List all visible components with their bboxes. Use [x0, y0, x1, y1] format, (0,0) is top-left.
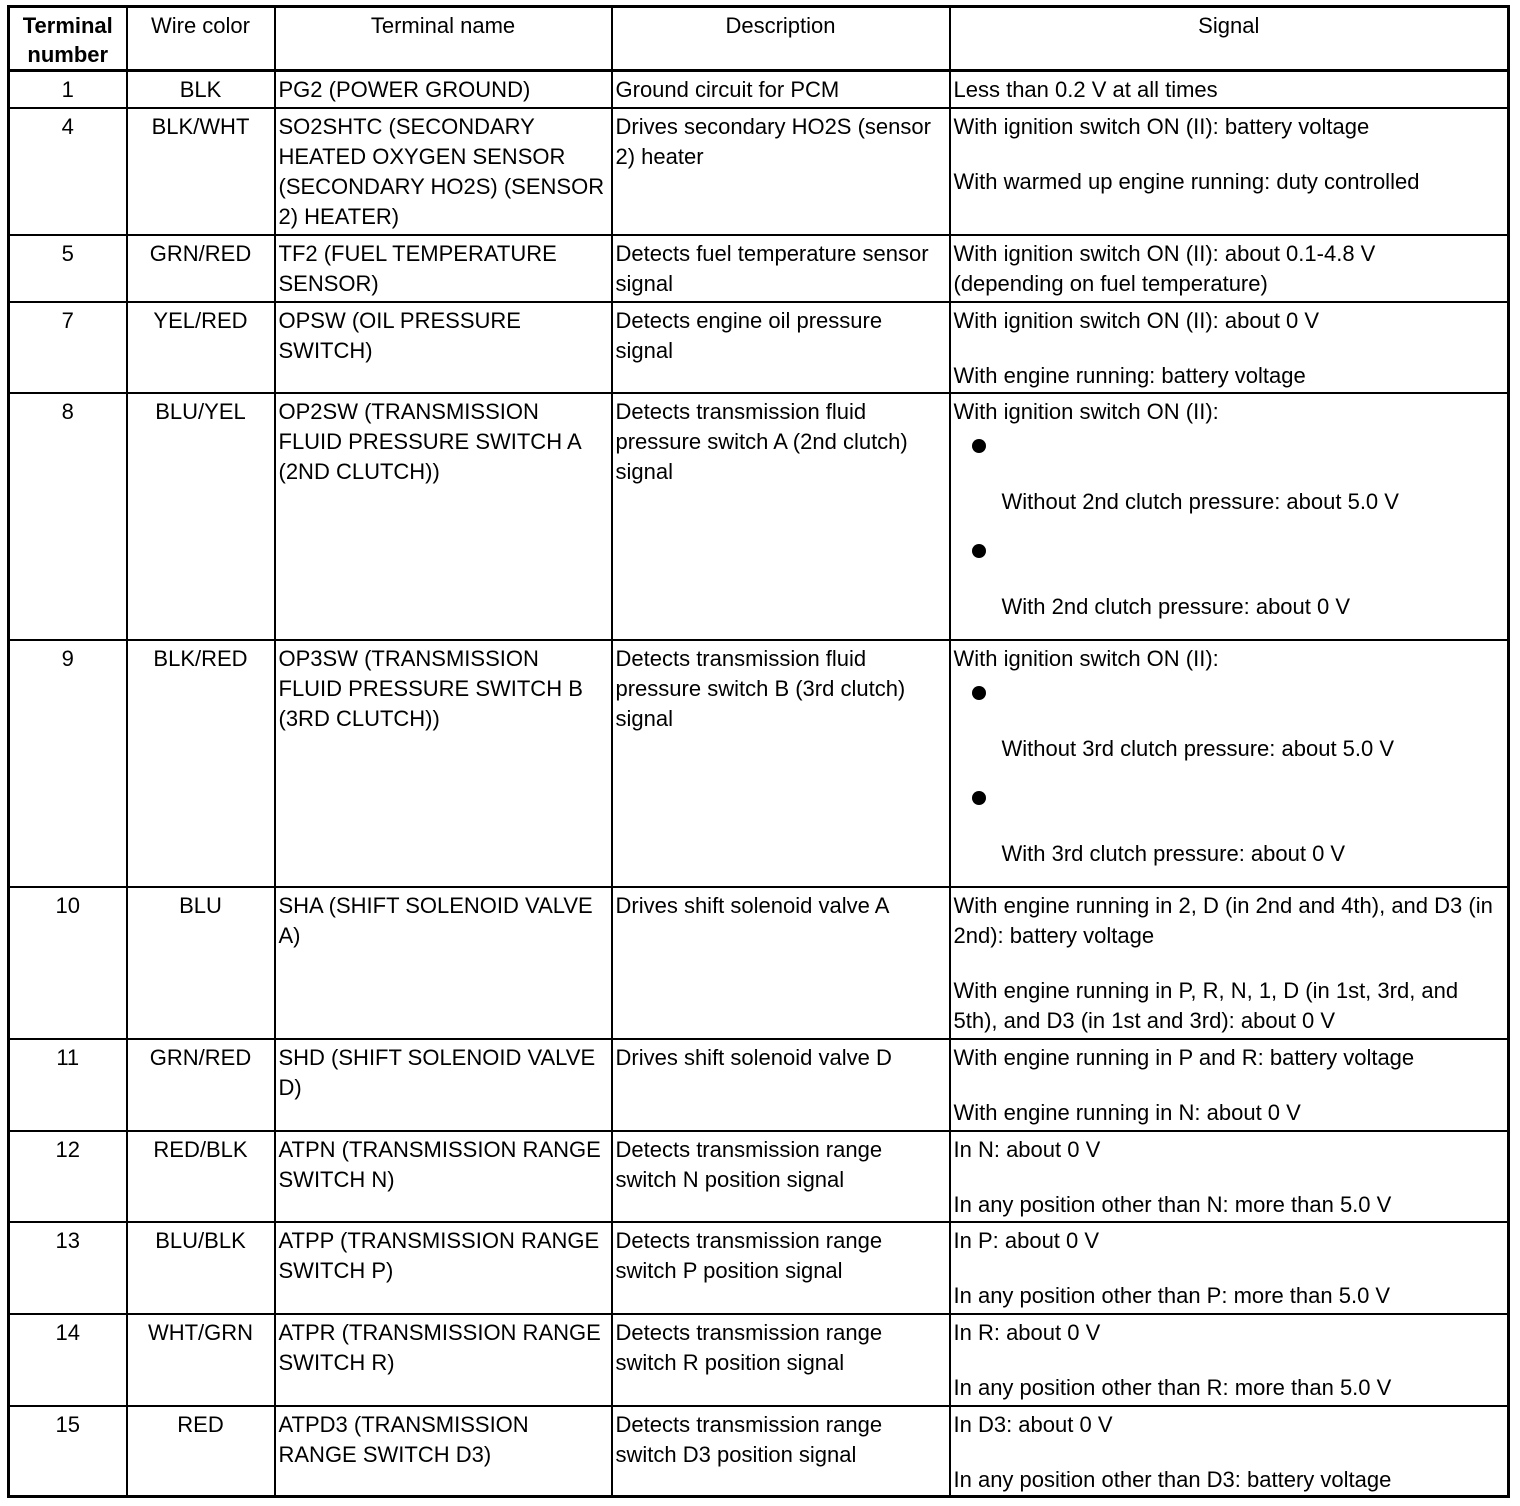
- terminal-number-cell: 11: [9, 1039, 127, 1131]
- wire-color-cell: BLK/RED: [127, 640, 275, 887]
- header-row: [9, 7, 1509, 71]
- wire-color-cell: WHT/GRN: [127, 1314, 275, 1406]
- table-row: [9, 1039, 1509, 1131]
- signal-bullet-item: [954, 779, 1505, 884]
- header-terminal-name: Terminal name: [275, 7, 612, 71]
- terminal-number-cell: 4: [9, 108, 127, 235]
- description-cell: Drives shift solenoid valve A: [612, 887, 950, 1039]
- signal-line: With ignition switch ON (II):: [953, 398, 1219, 424]
- bullet-text: With 3rd clutch pressure: about 0 V: [1001, 840, 1346, 866]
- signal-line: Less than 0.2 V at all times: [953, 77, 1218, 102]
- table-row: [9, 1222, 1509, 1314]
- signal-line: With engine running in P, R, N, 1, D (in 1st, 3rd, and 5th), and D3 (in 1st and 3rd): about 0 V: [953, 977, 1459, 1033]
- description-cell: Detects transmission range switch P position signal: [612, 1222, 950, 1314]
- terminal-name-cell: ATPD3 (TRANSMISSION RANGE SWITCH D3): [275, 1406, 612, 1497]
- terminal-number-cell: 13: [9, 1222, 127, 1314]
- terminal-name-cell: TF2 (FUEL TEMPERATURE SENSOR): [275, 235, 612, 302]
- table-row: [9, 302, 1509, 393]
- table-row: [9, 1406, 1509, 1497]
- bullet-text: With 2nd clutch pressure: about 0 V: [1001, 593, 1351, 619]
- table-row: [9, 640, 1509, 887]
- terminal-name-cell: ATPR (TRANSMISSION RANGE SWITCH R): [275, 1314, 612, 1406]
- description-cell: Detects transmission range switch R position signal: [612, 1314, 950, 1406]
- wire-color-cell: BLK/WHT: [127, 108, 275, 235]
- signal-cell: [950, 887, 1509, 1039]
- terminal-name-cell: OP3SW (TRANSMISSION FLUID PRESSURE SWITCH B (3RD CLUTCH)): [275, 640, 612, 887]
- terminal-name-cell: PG2 (POWER GROUND): [275, 71, 612, 108]
- header-terminal-number-line2: number: [27, 42, 109, 67]
- signal-cell: [950, 393, 1509, 640]
- description-cell: Detects engine oil pressure signal: [612, 302, 950, 393]
- signal-line: With ignition switch ON (II):: [953, 645, 1219, 671]
- bullet-icon: [972, 791, 986, 805]
- bullet-icon: [972, 544, 986, 558]
- bullet-icon: [972, 439, 986, 453]
- signal-line: With engine running in P and R: battery voltage: [953, 1044, 1415, 1070]
- bullet-text: Without 3rd clutch pressure: about 5.0 V: [1001, 735, 1395, 761]
- signal-line: In D3: about 0 V: [953, 1411, 1113, 1437]
- bullet-text: Without 2nd clutch pressure: about 5.0 V: [1001, 488, 1399, 514]
- terminal-number-cell: 5: [9, 235, 127, 302]
- signal-bullet-item: [954, 532, 1505, 637]
- header-signal: Signal: [950, 7, 1509, 71]
- table-row: [9, 887, 1509, 1039]
- signal-line: In N: about 0 V: [953, 1136, 1101, 1162]
- description-cell: Detects transmission range switch D3 position signal: [612, 1406, 950, 1497]
- wire-color-cell: YEL/RED: [127, 302, 275, 393]
- signal-cell: [950, 1039, 1509, 1131]
- signal-bullet-item: [954, 427, 1505, 532]
- table-row: [9, 1314, 1509, 1406]
- signal-cell: [950, 640, 1509, 887]
- wire-color-cell: BLU/BLK: [127, 1222, 275, 1314]
- signal-line: In any position other than R: more than 5.0 V: [953, 1374, 1392, 1400]
- signal-cell: [950, 302, 1509, 393]
- description-cell: Detects transmission fluid pressure switch B (3rd clutch) signal: [612, 640, 950, 887]
- terminal-number-cell: 1: [9, 71, 127, 108]
- signal-bullet-item: [954, 674, 1505, 779]
- signal-cell: [950, 1314, 1509, 1406]
- terminal-number-cell: 10: [9, 887, 127, 1039]
- wire-color-cell: RED: [127, 1406, 275, 1497]
- signal-line: With ignition switch ON (II): about 0 V: [953, 307, 1320, 333]
- signal-line: In any position other than D3: battery voltage: [953, 1466, 1392, 1492]
- signal-cell: [950, 235, 1509, 302]
- wire-color-cell: GRN/RED: [127, 235, 275, 302]
- terminal-number-cell: 9: [9, 640, 127, 887]
- signal-cell: [950, 1406, 1509, 1497]
- description-cell: Detects transmission fluid pressure switch A (2nd clutch) signal: [612, 393, 950, 640]
- terminal-name-cell: ATPP (TRANSMISSION RANGE SWITCH P): [275, 1222, 612, 1314]
- signal-line: In P: about 0 V: [953, 1227, 1100, 1253]
- terminal-number-cell: 8: [9, 393, 127, 640]
- terminal-number-cell: 12: [9, 1131, 127, 1222]
- signal-line: With warmed up engine running: duty controlled: [953, 168, 1420, 194]
- terminal-number-cell: 7: [9, 302, 127, 393]
- terminal-name-cell: SHD (SHIFT SOLENOID VALVE D): [275, 1039, 612, 1131]
- header-description: Description: [612, 7, 950, 71]
- description-cell: Detects fuel temperature sensor signal: [612, 235, 950, 302]
- signal-line: With ignition switch ON (II): battery voltage: [953, 113, 1370, 139]
- signal-line: In any position other than P: more than 5.0 V: [953, 1282, 1391, 1308]
- table-row: [9, 108, 1509, 235]
- header-terminal-number: [9, 7, 127, 71]
- signal-line: (depending on fuel temperature): [953, 270, 1268, 296]
- signal-cell: [950, 108, 1509, 235]
- header-terminal-number-line1: Terminal: [22, 13, 113, 38]
- signal-cell: [950, 71, 1509, 108]
- terminal-name-cell: SHA (SHIFT SOLENOID VALVE A): [275, 887, 612, 1039]
- wire-color-cell: BLU/YEL: [127, 393, 275, 640]
- description-cell: Drives shift solenoid valve D: [612, 1039, 950, 1131]
- wire-color-cell: BLU: [127, 887, 275, 1039]
- terminal-name-cell: SO2SHTC (SECONDARY HEATED OXYGEN SENSOR (SECONDARY HO2S) (SENSOR 2) HEATER): [275, 108, 612, 235]
- terminal-name-cell: OPSW (OIL PRESSURE SWITCH): [275, 302, 612, 393]
- description-cell: Detects transmission range switch N position signal: [612, 1131, 950, 1222]
- table-row: [9, 235, 1509, 302]
- terminal-name-cell: OP2SW (TRANSMISSION FLUID PRESSURE SWITCH A (2ND CLUTCH)): [275, 393, 612, 640]
- signal-line: With ignition switch ON (II): about 0.1-4.8 V: [953, 240, 1376, 266]
- description-cell: Ground circuit for PCM: [612, 71, 950, 108]
- description-cell: Drives secondary HO2S (sensor 2) heater: [612, 108, 950, 235]
- table-row: [9, 1131, 1509, 1222]
- signal-cell: [950, 1131, 1509, 1222]
- wire-color-cell: RED/BLK: [127, 1131, 275, 1222]
- table-row: [9, 71, 1509, 108]
- signal-line: In R: about 0 V: [953, 1319, 1101, 1345]
- bullet-icon: [972, 686, 986, 700]
- signal-line: With engine running: battery voltage: [953, 362, 1306, 388]
- wire-color-cell: BLK: [127, 71, 275, 108]
- terminal-number-cell: 14: [9, 1314, 127, 1406]
- terminal-number-cell: 15: [9, 1406, 127, 1497]
- signal-line: With engine running in 2, D (in 2nd and 4th), and D3 (in 2nd): battery voltage: [953, 892, 1493, 948]
- table-row: [9, 393, 1509, 640]
- signal-line: With engine running in N: about 0 V: [953, 1099, 1301, 1125]
- signal-cell: [950, 1222, 1509, 1314]
- header-wire-color: Wire color: [127, 7, 275, 71]
- signal-line: In any position other than N: more than 5.0 V: [953, 1191, 1392, 1217]
- terminal-table: [7, 5, 1510, 1498]
- wire-color-cell: GRN/RED: [127, 1039, 275, 1131]
- terminal-name-cell: ATPN (TRANSMISSION RANGE SWITCH N): [275, 1131, 612, 1222]
